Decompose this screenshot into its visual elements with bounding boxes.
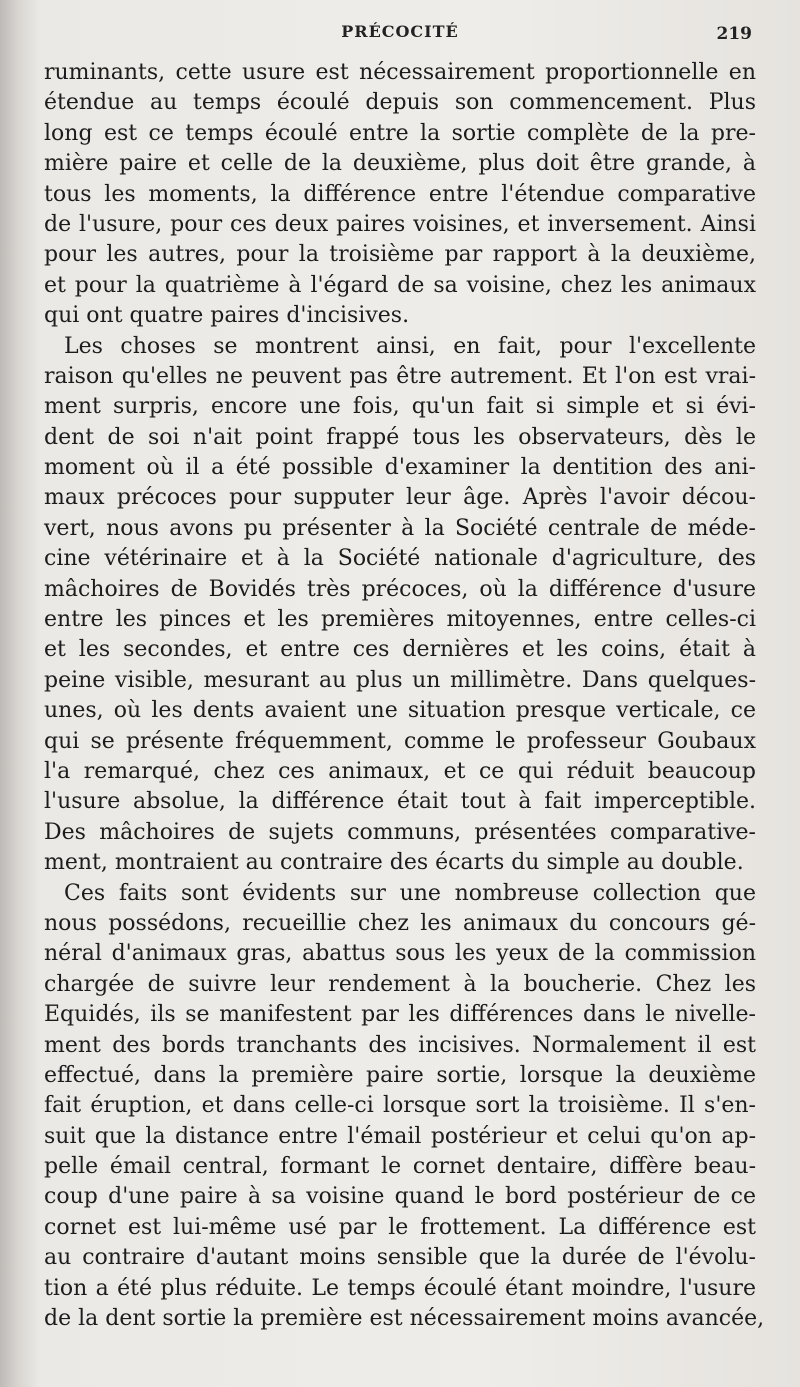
- text-line: qui se présente fréquemment, comme le professeur Goubaux: [44, 728, 756, 754]
- text-line: nous possédons, recueillie chez les animaux du concours gé-: [44, 910, 756, 936]
- text-line: cine vétérinaire et à la Société nationale d'agriculture, des: [44, 546, 756, 572]
- text-line: ment surpris, encore une fois, qu'un fait si simple et si évi-: [44, 394, 756, 420]
- text-line: suit que la distance entre l'émail postérieur et celui qu'on ap-: [44, 1123, 756, 1149]
- text-line: mâchoires de Bovidés très précoces, où la différence d'usure: [44, 576, 756, 602]
- text-line: pelle émail central, formant le cornet dentaire, diffère beau-: [44, 1154, 756, 1180]
- text-line: qui ont quatre paires d'incisives.: [44, 303, 410, 329]
- text-line: long est ce temps écoulé entre la sortie complète de la pre-: [44, 120, 756, 146]
- page-number: 219: [716, 24, 752, 44]
- text-line: tous les moments, la différence entre l'étendue comparative: [44, 181, 756, 207]
- text-line: ment des bords tranchants des incisives. Normalement il est: [44, 1032, 756, 1058]
- text-line: l'a remarqué, chez ces animaux, et ce qui réduit beaucoup: [44, 758, 756, 784]
- text-line: fait éruption, et dans celle-ci lorsque sort la troisième. Il s'en-: [44, 1093, 756, 1119]
- text-line: peine visible, mesurant au plus un millimètre. Dans quelques-: [44, 667, 756, 693]
- text-line: et les secondes, et entre ces dernières et les coins, était à: [44, 637, 756, 663]
- text-line: ruminants, cette usure est nécessairement proportionnelle en: [44, 60, 756, 85]
- text-line: dent de soi n'ait point frappé tous les observateurs, dès le: [44, 424, 756, 450]
- paragraph: [44, 879, 765, 1335]
- text-line: étendue au temps écoulé depuis son commencement. Plus: [44, 90, 756, 116]
- text-line: moment où il a été possible d'examiner la dentition des ani-: [44, 455, 756, 481]
- text-line: et pour la quatrième à l'égard de sa voisine, chez les animaux: [44, 272, 756, 298]
- text-line: Equidés, ils se manifestent par les différences dans le nivelle-: [44, 1002, 756, 1028]
- text-line: mière paire et celle de la deuxième, plus doit être grande, à: [44, 151, 756, 177]
- text-line: tion a été plus réduite. Le temps écoulé étant moindre, l'usure: [44, 1275, 756, 1301]
- text-line: vert, nous avons pu présenter à la Société centrale de méde-: [44, 515, 756, 541]
- text-line: ment, montraient au contraire des écarts du simple au double.: [44, 850, 744, 876]
- paragraph: [44, 58, 756, 332]
- page-header: [0, 22, 800, 46]
- text-line: l'usure absolue, la différence était tout à fait imperceptible.: [44, 789, 756, 815]
- text-line: de l'usure, pour ces deux paires voisines, et inversement. Ainsi: [44, 211, 756, 237]
- text-line: Des mâchoires de sujets communs, présentées comparative-: [44, 819, 756, 845]
- text-line: unes, où les dents avaient une situation presque verticale, ce: [44, 698, 756, 724]
- paragraph: [44, 332, 756, 879]
- text-line: Ces faits sont évidents sur une nombreuse collection que: [64, 880, 756, 906]
- text-line: chargée de suivre leur rendement à la boucherie. Chez les: [44, 971, 756, 997]
- text-line: Les choses se montrent ainsi, en fait, pour l'excellente: [64, 333, 756, 359]
- text-line: cornet est lui-même usé par le frottement. La différence est: [44, 1214, 756, 1240]
- text-line: coup d'une paire à sa voisine quand le bord postérieur de ce: [44, 1184, 756, 1210]
- text-line: néral d'animaux gras, abattus sous les yeux de la commission: [44, 941, 756, 967]
- running-head: PRÉCOCITÉ: [341, 22, 459, 41]
- text-line: effectué, dans la première paire sortie, lorsque la deuxième: [44, 1062, 756, 1088]
- text-line: raison qu'elles ne peuvent pas être autrement. Et l'on est vrai-: [44, 363, 756, 389]
- text-line: maux précoces pour supputer leur âge. Après l'avoir décou-: [44, 485, 756, 511]
- text-line: pour les autres, pour la troisième par rapport à la deuxième,: [44, 242, 756, 268]
- text-line: entre les pinces et les premières mitoyennes, entre celles-ci: [44, 607, 756, 633]
- body-text: [44, 58, 765, 1334]
- text-line: de la dent sortie la première est nécessairement moins avancée,: [44, 1306, 765, 1332]
- text-line: au contraire d'autant moins sensible que la durée de l'évolu-: [44, 1245, 756, 1271]
